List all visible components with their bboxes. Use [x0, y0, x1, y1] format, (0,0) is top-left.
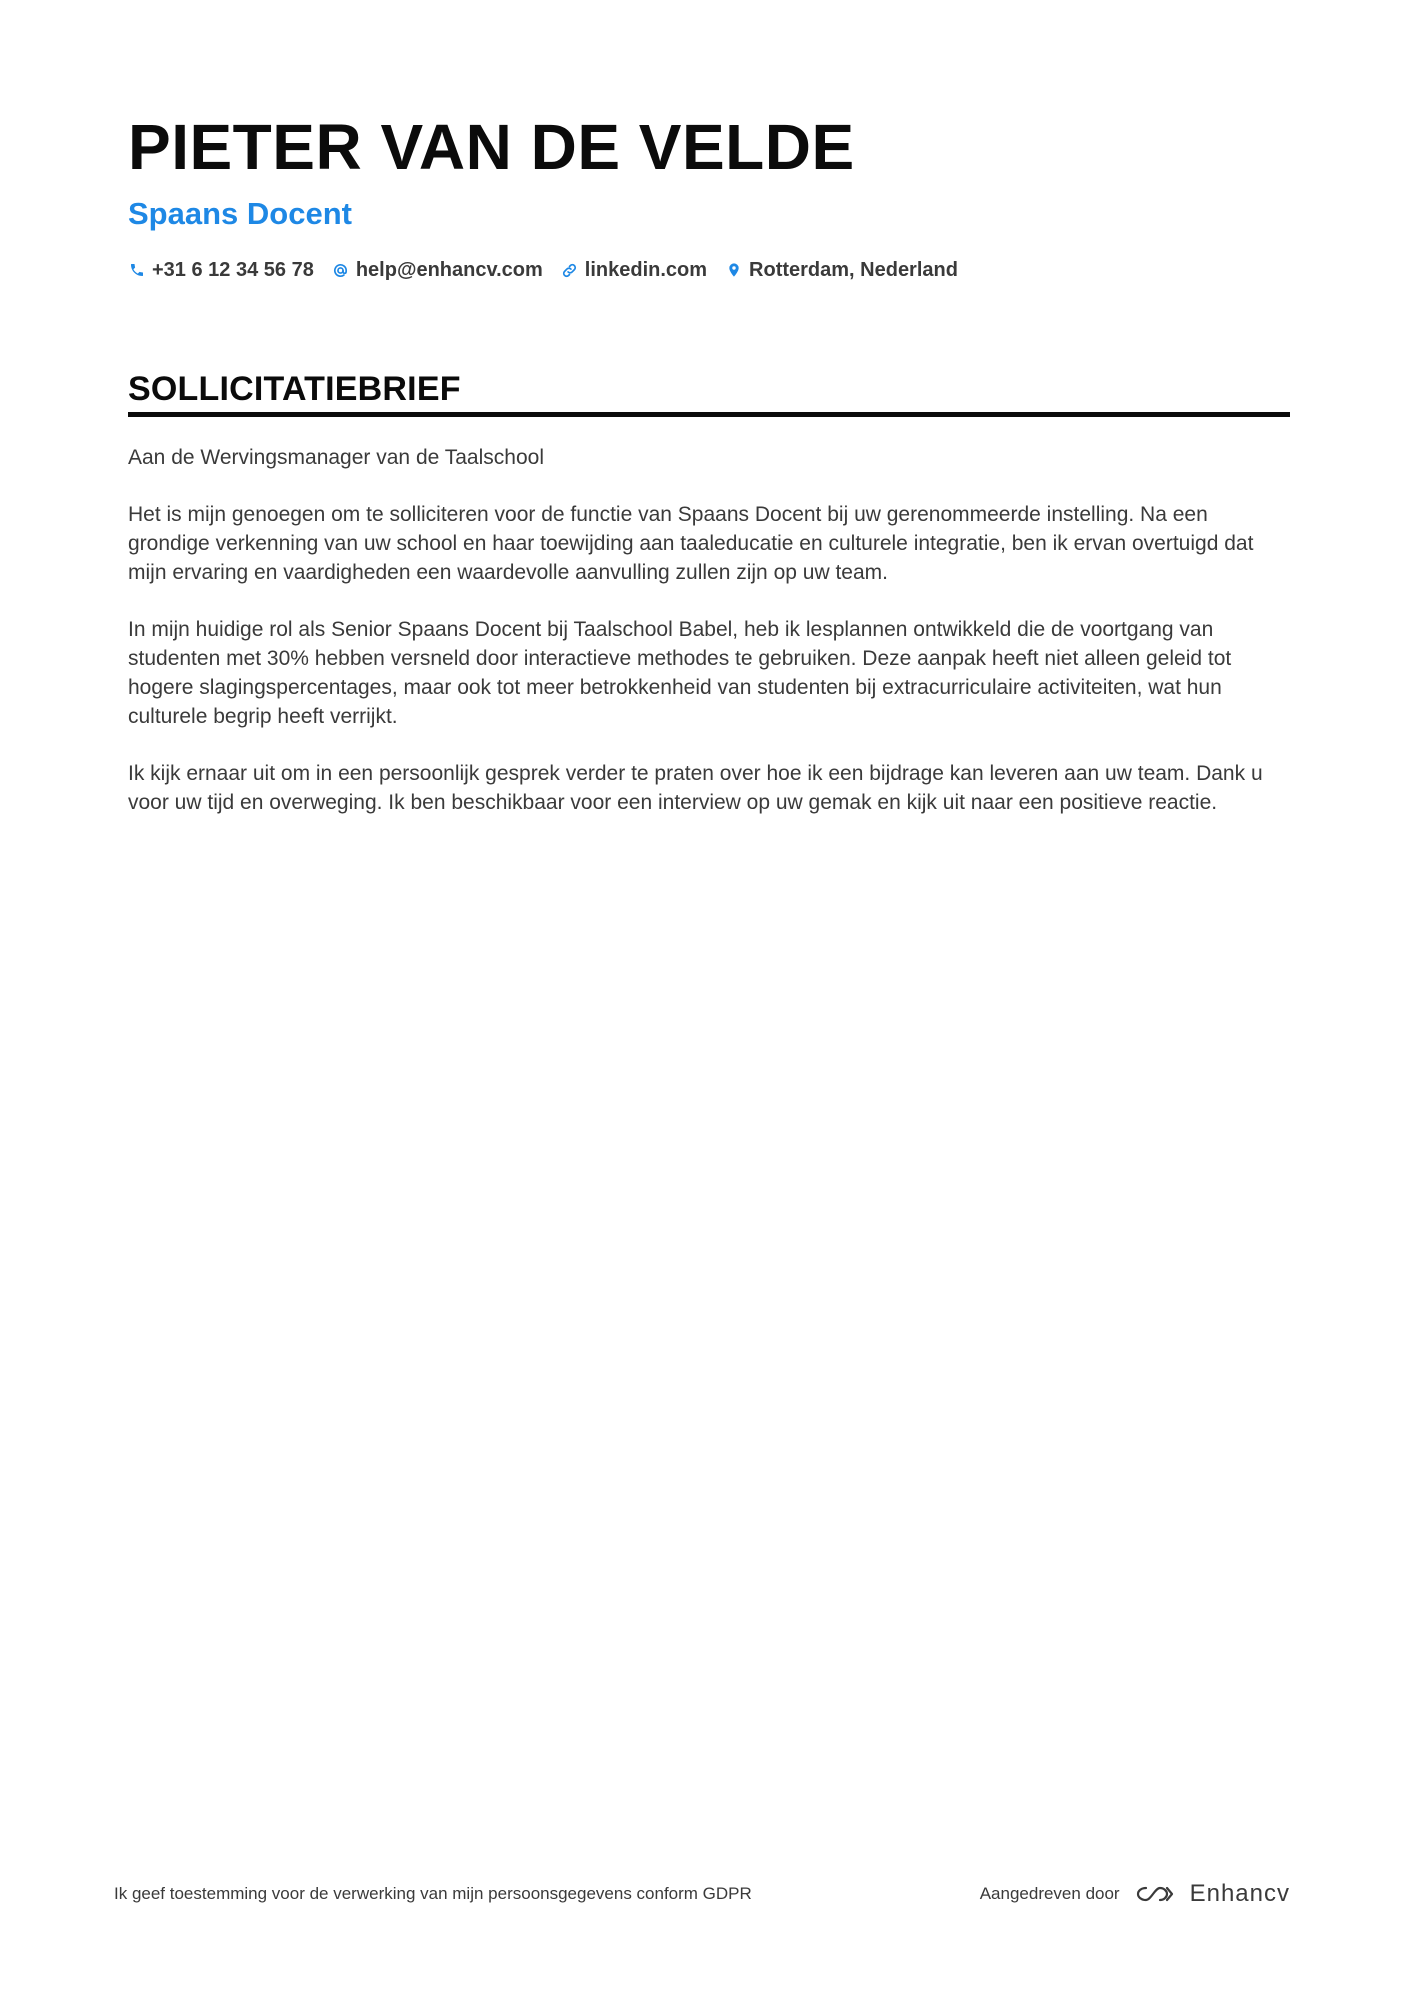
location-text: Rotterdam, Nederland	[749, 259, 958, 281]
linkedin-link: linkedin.com	[584, 259, 708, 281]
letter-paragraph-1: Het is mijn genoegen om te solliciteren voor de functie van Spaans Docent bij uw gerenommeerde instelling. Na een grondige verkenning van uw school en haar toewijding aan taaleducatie en culturele integratie, ben ik ervan overtuigd dat mijn ervaring en vaardigheden een waardevolle aanvulling zullen zijn op uw team.	[128, 503, 1254, 584]
phone-number: +31 6 12 34 56 78	[152, 259, 314, 281]
letter-body	[128, 443, 1290, 817]
letter-salutation: Aan de Wervingsmanager van de Taalschool	[128, 446, 544, 469]
header	[128, 110, 1288, 282]
letter-paragraph-3: Ik kijk ernaar uit om in een persoonlijk gesprek verder te praten over hoe ik een bijdrage kan leveren aan uw team. Dank u voor uw tijd en overweging. Ik ben beschikbaar voor een interview op uw gemak en kijk uit naar een positieve reactie.	[128, 762, 1263, 814]
contact-bar	[128, 258, 1288, 282]
contact-email	[332, 258, 543, 282]
email-address: help@enhancv.com	[355, 259, 543, 281]
gdpr-consent: Ik geef toestemming voor de verwerking van mijn persoonsgegevens conform GDPR	[114, 1884, 752, 1903]
footer	[114, 1880, 1290, 1908]
location-pin-icon	[725, 261, 743, 279]
contact-phone	[128, 258, 314, 282]
contact-linkedin	[561, 258, 707, 282]
cover-letter-section	[128, 368, 1290, 845]
job-title: Spaans Docent	[128, 196, 352, 231]
powered-by-label: Aangedreven door	[979, 1884, 1120, 1903]
candidate-name: PIETER VAN DE VELDE	[128, 111, 855, 183]
enhancv-brand: Enhancv	[1189, 1880, 1290, 1907]
contact-location	[725, 258, 958, 282]
phone-icon	[128, 261, 146, 279]
at-icon	[332, 261, 350, 279]
link-icon	[561, 261, 579, 279]
letter-paragraph-2: In mijn huidige rol als Senior Spaans Docent bij Taalschool Babel, heb ik lesplannen ontwikkeld die de voortgang van studenten met 30% hebben versneld door interactieve methodes te gebruiken. Deze aanpak heeft niet alleen geleid tot hogere slagingspercentages, maar ook tot meer betrokkenheid van studenten bij extracurriculaire activiteiten, wat hun culturele begrip heeft verrijkt.	[128, 618, 1232, 728]
powered-by	[980, 1880, 1290, 1908]
section-title: SOLLICITATIEBRIEF	[128, 368, 1290, 417]
enhancv-logo-icon	[1132, 1882, 1178, 1906]
